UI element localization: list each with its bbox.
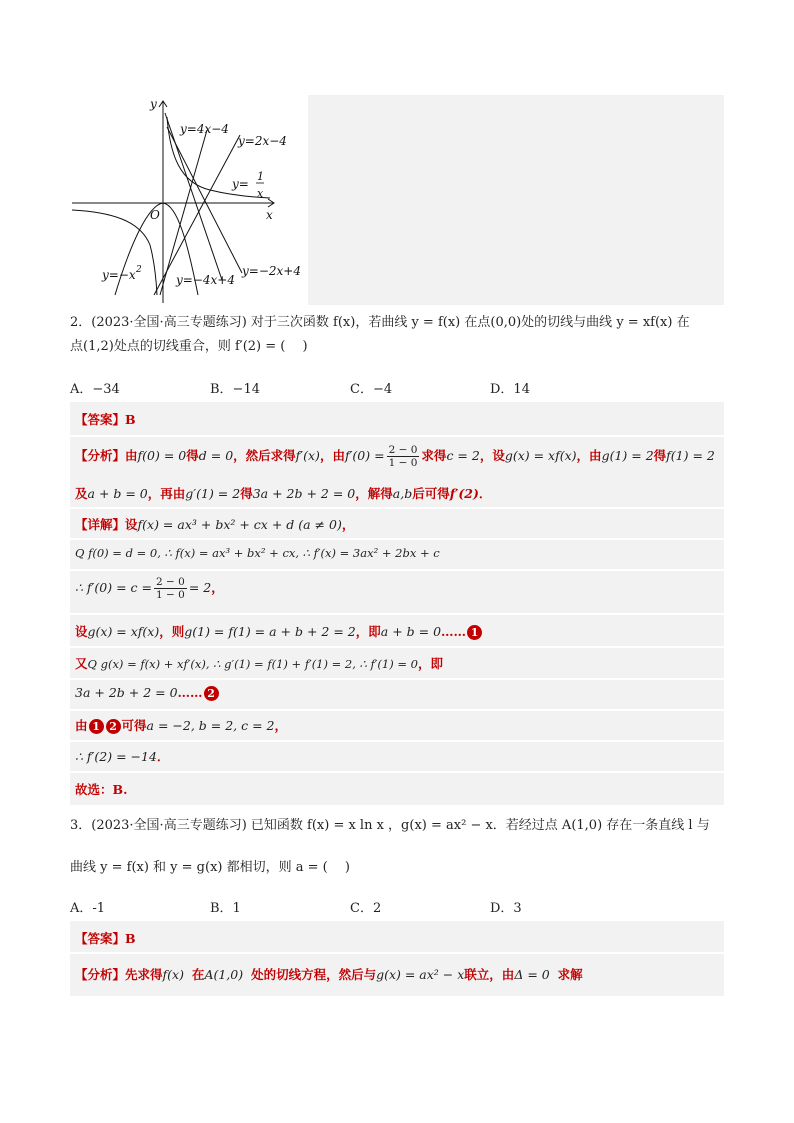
q2-detail-line-3 <box>75 576 224 601</box>
q2-detail-text: ，则 <box>159 624 185 639</box>
q2-analysis-math: d = 0 <box>198 448 234 463</box>
q2-detail-line-6 <box>75 685 220 701</box>
q3-option-b: B．1 <box>210 901 241 916</box>
q2-option-d: D．14 <box>490 382 530 397</box>
q3-analysis-math: f(x) <box>162 967 184 982</box>
q2-analysis-math: f′(2) <box>449 486 479 501</box>
label-line-neg2x4: y=−2x+4 <box>242 264 301 278</box>
q3-analysis-text: 在 <box>191 967 205 982</box>
label-parabola: y=−x <box>102 268 136 282</box>
label-y-axis: y <box>150 97 157 111</box>
circled-number-1: 1 <box>467 625 482 640</box>
q2-detail-math: a + b = 0 <box>380 624 442 639</box>
q2-detail-text: ， <box>211 580 224 595</box>
label-reciprocal-den: x <box>257 187 264 200</box>
q2-option-a: A．−34 <box>70 382 120 397</box>
q2-analysis-text: 得 <box>186 448 199 463</box>
q2-analysis-math: f′(0) = <box>344 448 385 463</box>
q2-answer: 【答案】B <box>75 412 136 427</box>
q2-analysis-label: 【分析】 <box>75 448 126 463</box>
q2-solution-panel <box>70 402 724 805</box>
q2-analysis-fraction <box>387 444 420 469</box>
fraction-numerator: 2 − 0 <box>155 576 185 588</box>
q2-detail-text: 设 <box>75 624 88 639</box>
q2-analysis-line-2 <box>75 484 491 502</box>
label-line-2x-4: y=2x−4 <box>238 134 287 148</box>
q2-analysis-text: ，由 <box>319 448 345 463</box>
q3-analysis-math: g(x) = ax² − x <box>376 967 465 982</box>
fraction-numerator: 2 − 0 <box>388 444 418 456</box>
q2-analysis-math: g(1) = 2 <box>601 448 654 463</box>
q3-analysis-text: 先求得 <box>125 967 163 982</box>
label-line-4x-4: y=4x−4 <box>180 122 229 136</box>
q2-analysis-text: ，设 <box>479 448 505 463</box>
graph-svg <box>70 95 308 305</box>
label-origin: O <box>150 208 160 222</box>
q2-options <box>70 378 724 398</box>
q2-analysis-text: 由 <box>125 448 138 463</box>
q2-analysis-text: ． <box>478 486 492 501</box>
q2-text <box>70 314 724 356</box>
curve-reciprocal-left <box>72 210 157 295</box>
q3-line-2: 曲线 y = f(x) 和 y = g(x) 都相切，则 a = ( ) <box>70 860 350 875</box>
q2-detail-text: …… <box>441 624 467 639</box>
q2-detail-text: ， <box>341 517 355 532</box>
q2-analysis-text: ，由 <box>576 448 602 463</box>
q2-analysis-math: f(1) = 2 <box>666 448 715 463</box>
q2-detail-math: a = −2, b = 2, c = 2 <box>146 718 275 733</box>
label-parabola-exp: 2 <box>136 265 142 275</box>
q2-analysis-text: ，解得 <box>355 486 393 501</box>
q3-option-a: A．-1 <box>70 901 106 916</box>
figure-panel <box>70 95 724 305</box>
q3-analysis-math: Δ = 0 <box>514 967 550 982</box>
q2-detail-text: ，即 <box>417 656 443 671</box>
q3-text <box>70 817 724 877</box>
q2-detail-text: 可得 <box>121 718 147 733</box>
q2-detail-math: = 2 <box>188 580 212 595</box>
q3-analysis-line <box>75 965 583 983</box>
q2-detail-line-1 <box>75 515 354 533</box>
q2-detail-text: …… <box>177 685 203 700</box>
q3-analysis-math: A(1,0) <box>204 967 244 982</box>
q2-analysis-text: 求得 <box>421 448 447 463</box>
q2-detail-line-7 <box>75 716 287 734</box>
line-neg4x4 <box>165 113 222 280</box>
fraction-denominator: 1 − 0 <box>155 589 185 601</box>
q2-detail-text: ， <box>274 718 287 733</box>
label-x-axis: x <box>266 208 273 222</box>
q2-line-1: 2．(2023·全国·高三专题练习) 对于三次函数 f(x)，若曲线 y = f(x) 在点(0,0)处的切线与曲线 y = xf(x) 在 <box>70 315 690 330</box>
label-line-neg4x4: y=−4x+4 <box>176 273 235 287</box>
q2-detail-line-2: Q f(0) = d = 0, ∴ f(x) = ax³ + bx² + cx, ∴ f′(x) = 3ax² + 2bx + c <box>75 546 440 560</box>
q2-detail-math: g(x) = xf(x) <box>87 624 160 639</box>
q3-analysis-text: 处的切线方程，然后与 <box>251 967 377 982</box>
q2-detail-math: 3a + 2b + 2 = 0 <box>75 685 178 700</box>
q2-detail-text: 设 <box>125 517 138 532</box>
q2-analysis-text: 后可得 <box>412 486 450 501</box>
q2-detail-text: ． <box>156 749 170 764</box>
q2-analysis-math: f′(x) <box>295 448 320 463</box>
q3-option-d: D．3 <box>490 901 522 916</box>
label-reciprocal-num: 1 <box>257 170 264 183</box>
q2-detail-line-8 <box>75 747 169 765</box>
q2-analysis-text: ，再由 <box>147 486 186 501</box>
circled-number-2: 2 <box>204 686 219 701</box>
q2-detail-math: f(x) = ax³ + bx² + cx + d (a ≠ 0) <box>137 517 342 532</box>
q3-analysis-text: 求解 <box>557 967 583 982</box>
q2-detail-fraction <box>154 576 187 601</box>
q3-answer: 【答案】B <box>75 931 136 946</box>
q3-line-1: 3．(2023·全国·高三专题练习) 已知函数 f(x) = x ln x ，g(x) = ax² − x．若经过点 A(1,0) 存在一条直线 l 与 <box>70 818 710 833</box>
q2-detail-math: ∴ f′(2) = −14 <box>75 749 157 764</box>
line-neg2x4 <box>167 127 242 273</box>
q2-analysis-math: 3a + 2b + 2 = 0 <box>252 486 356 501</box>
q2-analysis-math: c = 2 <box>446 448 480 463</box>
q2-detail-math: Q g(x) = f(x) + xf′(x), ∴ g′(1) = f(1) + f′(1) = 2, ∴ f′(1) = 0 <box>87 657 418 671</box>
fraction-denominator: 1 − 0 <box>388 457 418 469</box>
q2-analysis-line-1 <box>75 444 715 469</box>
line-2x-4 <box>154 135 240 295</box>
circled-number-1: 1 <box>89 719 104 734</box>
q2-analysis-math: g′(1) = 2 <box>185 486 241 501</box>
q2-detail-line-5 <box>75 654 443 672</box>
q2-detail-line-4 <box>75 622 483 640</box>
q2-detail-text: 由 <box>75 718 88 733</box>
q2-analysis-math: a,b <box>392 486 413 501</box>
q2-analysis-math: g(x) = xf(x) <box>504 448 577 463</box>
q2-choose: 故选：B. <box>75 782 128 797</box>
function-graph <box>70 95 308 305</box>
q2-analysis-text: ，然后求得 <box>233 448 296 463</box>
q3-solution-panel <box>70 921 724 996</box>
q2-analysis-text: 得 <box>653 448 667 463</box>
q2-detail-text: ，即 <box>355 624 381 639</box>
label-reciprocal: y= <box>232 177 249 191</box>
q2-detail-math: g(1) = f(1) = a + b + 2 = 2 <box>184 624 356 639</box>
q3-options <box>70 897 724 917</box>
q2-analysis-text: 及 <box>75 486 88 501</box>
q2-option-c: C．−4 <box>350 382 393 397</box>
q2-detail-math: ∴ f′(0) = c = <box>75 580 152 595</box>
q3-option-c: C．2 <box>350 901 382 916</box>
q2-line-2: 点(1,2)处点的切线重合，则 f′(2) = ( ) <box>70 339 308 354</box>
q3-analysis-label: 【分析】 <box>75 967 126 982</box>
circled-number-2: 2 <box>106 719 121 734</box>
q2-detail-text: 又 <box>75 656 88 671</box>
q3-analysis-text: 联立，由 <box>464 967 515 982</box>
q2-option-b: B．−14 <box>210 382 260 397</box>
q2-analysis-math: f(0) = 0 <box>137 448 187 463</box>
q2-analysis-text: 得 <box>240 486 253 501</box>
q2-analysis-math: a + b = 0 <box>87 486 148 501</box>
q2-detail-label: 【详解】 <box>75 517 126 532</box>
